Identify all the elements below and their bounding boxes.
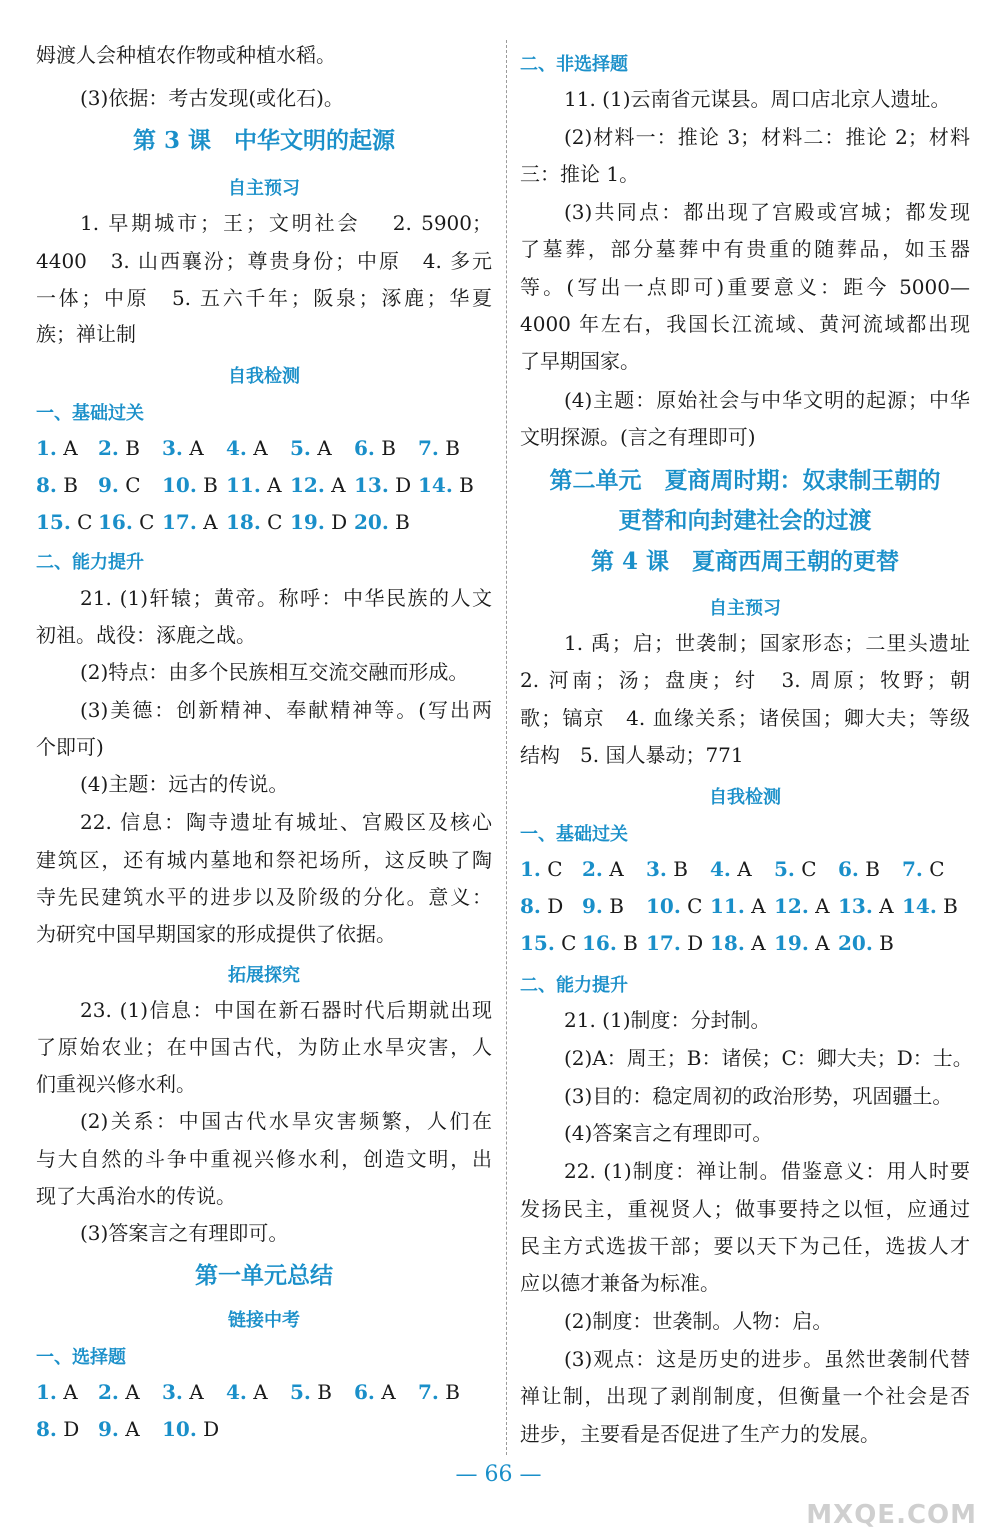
answer-item [646,931,710,955]
answer-number: 16. [582,931,617,955]
answer-item [354,1380,418,1404]
answer-number: 18. [710,931,745,955]
answer-number: 17. [646,931,681,955]
answer-row [36,510,418,534]
answer-number: 2. [98,436,119,460]
answer-letter: B [936,894,958,918]
answer-row [36,1380,482,1404]
answer-row [36,436,482,460]
answer-item [98,510,162,534]
answer-item [162,1380,226,1404]
answer-letter: A [324,473,346,497]
answer-letter: A [744,894,766,918]
answer-letter: A [374,1380,396,1404]
answer-letter: C [540,857,563,881]
answer-letter: D [680,931,704,955]
answer-number: 3. [162,436,183,460]
answer-number: 12. [290,473,325,497]
answer-item [582,857,646,881]
answer-letter: C [260,510,283,534]
answer-number: 5. [290,1380,311,1404]
answer-number: 8. [520,894,541,918]
answer-row [520,857,966,881]
answer-letter: A [730,857,752,881]
text-line: (3)目的：稳定周初的政治形势，巩固疆土。 [564,1084,953,1108]
answer-letter: D [196,1417,220,1441]
answer-letter: A [744,931,766,955]
answer-item [520,894,582,918]
text-line: (3)观点：这是历史的进步。虽然世袭制代替 [564,1347,970,1371]
text-line: 23. (1)信息：中国在新石器时代后期就出现 [80,998,492,1022]
answer-letter: D [56,1417,80,1441]
answer-number: 9. [582,894,603,918]
answer-number: 2. [582,857,603,881]
text-line: 结构 5. 国人暴动；771 [520,743,744,767]
answer-item [36,1417,98,1441]
answer-letter: B [438,1380,460,1404]
answer-item [226,473,290,497]
answer-number: 4. [710,857,731,881]
answer-letter: C [554,931,577,955]
answer-letter: B [438,436,460,460]
answer-letter: C [70,510,93,534]
text-line: 了原始农业；在中国古代，为防止水旱灾害，人 [36,1035,492,1059]
answer-letter: A [118,1417,140,1441]
text-line: 一体；中原 5. 五六千年；阪泉；涿鹿；华夏 [36,286,492,310]
answer-row [520,894,966,918]
text-line: 文明探源。(言之有理即可) [520,425,756,449]
answer-item [774,931,838,955]
answer-item [902,894,966,918]
answer-item [838,894,902,918]
section-heading: 二、能力提升 [36,552,144,573]
answer-item [162,510,226,534]
unit-summary-title: 第一单元总结 [195,1262,333,1289]
answer-item [98,473,162,497]
answer-item [290,1380,354,1404]
text-line: 22. (1)制度：禅让制。借鉴意义：用人时要 [564,1159,970,1183]
answer-item [418,1380,482,1404]
answer-letter: C [132,510,155,534]
text-line: 姆渡人会种植农作物或种植水稻。 [36,43,336,67]
text-line: (2)A：周王；B：诸侯；C：卿大夫；D：士。 [564,1046,973,1070]
answer-letter: A [246,436,268,460]
answer-item [710,894,774,918]
answer-item [98,1417,162,1441]
answer-letter: B [872,931,894,955]
answer-number: 10. [162,1417,197,1441]
answer-letter: C [680,894,703,918]
text-line: 应以德才兼备为标准。 [520,1271,720,1295]
answer-item [710,857,774,881]
text-line: 初祖。战役：涿鹿之战。 [36,623,256,647]
answer-number: 10. [162,473,197,497]
answer-item [290,473,354,497]
text-line: (3)依据：考古发现(或化石)。 [80,86,344,110]
answer-number: 12. [774,894,809,918]
answer-number: 20. [354,510,389,534]
text-line: (4)主题：原始社会与中华文明的起源；中华 [564,388,970,412]
answer-number: 18. [226,510,261,534]
text-line: 个即可) [36,735,104,759]
unit-title: 更替和向封建社会的过渡 [618,507,872,534]
section-subtitle: 自主预习 [709,598,781,619]
answer-item [98,1380,162,1404]
answer-letter: B [602,894,624,918]
section-subtitle: 链接中考 [228,1310,300,1331]
answer-letter: A [246,1380,268,1404]
answer-item [710,931,774,955]
answer-letter: C [118,473,141,497]
answer-number: 6. [354,436,375,460]
answer-letter: B [310,1380,332,1404]
answer-letter: A [56,1380,78,1404]
answer-letter: B [56,473,78,497]
answer-item [354,473,418,497]
answer-number: 9. [98,1417,119,1441]
answer-letter: B [452,473,474,497]
column-divider [506,40,507,1455]
answer-number: 6. [838,857,859,881]
answer-number: 13. [838,894,873,918]
answer-item [354,436,418,460]
answer-letter: B [118,436,140,460]
text-line: (2)材料一：推论 3；材料二：推论 2；材料 [564,125,970,149]
answer-letter: D [388,473,412,497]
section-subtitle: 自主预习 [228,178,300,199]
answer-number: 5. [774,857,795,881]
answer-letter: B [858,857,880,881]
section-heading: 一、选择题 [36,1347,126,1368]
answer-number: 1. [520,857,541,881]
answer-number: 9. [98,473,119,497]
section-heading: 一、基础过关 [520,824,628,845]
answer-item [774,894,838,918]
answer-letter: A [260,473,282,497]
answer-number: 19. [774,931,809,955]
text-line: 族；禅让制 [36,322,136,346]
answer-item [162,436,226,460]
answer-item [582,894,646,918]
text-line: (2)特点：由多个民族相互交流交融而形成。 [80,660,469,684]
answer-number: 8. [36,1417,57,1441]
answer-item [226,510,290,534]
answer-number: 4. [226,436,247,460]
answer-item [36,1380,98,1404]
answer-item [520,857,582,881]
text-line: 禅让制，出现了剥削制度，但衡量一个社会是否 [520,1384,970,1408]
answer-item [36,473,98,497]
answer-number: 8. [36,473,57,497]
answer-item [98,436,162,460]
answer-item [418,473,482,497]
answer-number: 3. [162,1380,183,1404]
answer-item [162,473,226,497]
text-line: 2. 河南；汤；盘庚；纣 3. 周原；牧野；朝 [520,668,970,692]
answer-item [418,436,482,460]
section-heading: 二、非选择题 [520,54,628,75]
answer-item [226,1380,290,1404]
text-line: (4)答案言之有理即可。 [564,1121,773,1145]
answer-letter: A [56,436,78,460]
answer-letter: A [182,1380,204,1404]
text-line: 建筑区，还有城内墓地和祭祀场所，这反映了陶 [36,848,492,872]
answer-number: 5. [290,436,311,460]
answer-number: 17. [162,510,197,534]
text-line: 11. (1)云南省元谋县。周口店北京人遗址。 [564,87,951,111]
text-line: 等。(写出一点即可)重要意义：距今 5000— [520,275,970,299]
text-line: 歌；镐京 4. 血缘关系；诸侯国；卿大夫；等级 [520,706,970,730]
answer-number: 11. [226,473,261,497]
answer-item [774,857,838,881]
section-subtitle: 拓展探究 [228,965,300,986]
text-line: 22. 信息：陶寺遗址有城址、宫殿区及核心 [80,810,492,834]
answer-number: 7. [418,1380,439,1404]
answer-number: 15. [36,510,71,534]
answer-number: 1. [36,1380,57,1404]
answer-item [290,436,354,460]
section-subtitle: 自我检测 [709,787,781,808]
answer-item [162,1417,226,1441]
answer-letter: A [310,436,332,460]
section-heading: 二、能力提升 [520,975,628,996]
answer-number: 6. [354,1380,375,1404]
answer-item [36,436,98,460]
answer-number: 19. [290,510,325,534]
section-heading: 一、基础过关 [36,403,144,424]
answer-number: 14. [418,473,453,497]
answer-letter: B [196,473,218,497]
answer-letter: B [388,510,410,534]
answer-letter: A [872,894,894,918]
answer-number: 4. [226,1380,247,1404]
answer-letter: B [374,436,396,460]
answer-number: 14. [902,894,937,918]
text-line: 进步，主要看是否促进了生产力的发展。 [520,1422,880,1446]
answer-item [838,931,902,955]
answer-item [36,510,98,534]
unit-title: 第二单元 夏商周时期：奴隶制王朝的 [549,467,941,494]
answer-number: 13. [354,473,389,497]
watermark-logo: MXQE.COM [806,1500,977,1530]
text-line: 4400 3. 山西襄汾；尊贵身份；中原 4. 多元 [36,249,492,273]
answer-item [582,931,646,955]
answer-letter: C [922,857,945,881]
answer-letter: A [118,1380,140,1404]
text-line: 1. 禹；启；世袭制；国家形态；二里头遗址 [564,631,970,655]
answer-item [520,931,582,955]
answer-letter: D [324,510,348,534]
answer-letter: C [794,857,817,881]
answer-letter: D [540,894,564,918]
text-line: 了早期国家。 [520,349,640,373]
answer-row [36,1417,226,1441]
text-line: 寺先民建筑水平的进步以及阶级的分化。意义： [36,885,492,909]
section-subtitle: 自我检测 [228,366,300,387]
answer-letter: A [602,857,624,881]
text-line: 发扬民主，重视贤人；做事要持之以恒，应通过 [520,1197,970,1221]
answer-number: 11. [710,894,745,918]
answer-number: 2. [98,1380,119,1404]
text-line: (3)美德：创新精神、奉献精神等。(写出两 [80,698,492,722]
answer-number: 1. [36,436,57,460]
answer-number: 20. [838,931,873,955]
answer-item [646,857,710,881]
answer-number: 15. [520,931,555,955]
answer-row [36,473,482,497]
answer-letter: A [808,931,830,955]
text-line: 现了大禹治水的传说。 [36,1184,236,1208]
text-line: (2)关系：中国古代水旱灾害频繁，人们在 [80,1109,492,1133]
text-line: (3)答案言之有理即可。 [80,1221,289,1245]
text-line: 与大自然的斗争中重视兴修水利，创造文明，出 [36,1147,492,1171]
answer-item [226,436,290,460]
answer-item [902,857,966,881]
answer-letter: A [182,436,204,460]
text-line: 了墓葬，部分墓葬中有贵重的随葬品，如玉器 [520,237,970,261]
answer-item [354,510,418,534]
text-line: 三：推论 1。 [520,162,640,186]
lesson-title: 第 4 课 夏商西周王朝的更替 [590,548,900,575]
answer-letter: B [666,857,688,881]
answer-number: 7. [418,436,439,460]
text-line: (2)制度：世袭制。人物：启。 [564,1309,833,1333]
answer-number: 16. [98,510,133,534]
answer-row [520,931,902,955]
answer-number: 7. [902,857,923,881]
answer-item [838,857,902,881]
text-line: (3)共同点：都出现了宫殿或宫城；都发现 [564,200,970,224]
page-number: — 66 — [455,1462,542,1487]
text-line: 1. 早期城市；王；文明社会 2. 5900； [80,211,492,235]
answer-item [646,894,710,918]
answer-letter: B [616,931,638,955]
answer-item [290,510,354,534]
answer-letter: A [196,510,218,534]
text-line: 4000 年左右，我国长江流域、黄河流域都出现 [520,312,970,336]
text-line: (4)主题：远古的传说。 [80,772,289,796]
answer-number: 10. [646,894,681,918]
text-line: 们重视兴修水利。 [36,1072,196,1096]
text-line: 民主方式选拔干部；要以天下为己任，选拔人才 [520,1234,970,1258]
text-line: 21. (1)制度：分封制。 [564,1008,771,1032]
text-line: 为研究中国早期国家的形成提供了依据。 [36,922,396,946]
answer-letter: A [808,894,830,918]
text-line: 21. (1)轩辕；黄帝。称呼：中华民族的人文 [80,586,492,610]
answer-number: 3. [646,857,667,881]
lesson-title: 第 3 课 中华文明的起源 [132,127,396,154]
